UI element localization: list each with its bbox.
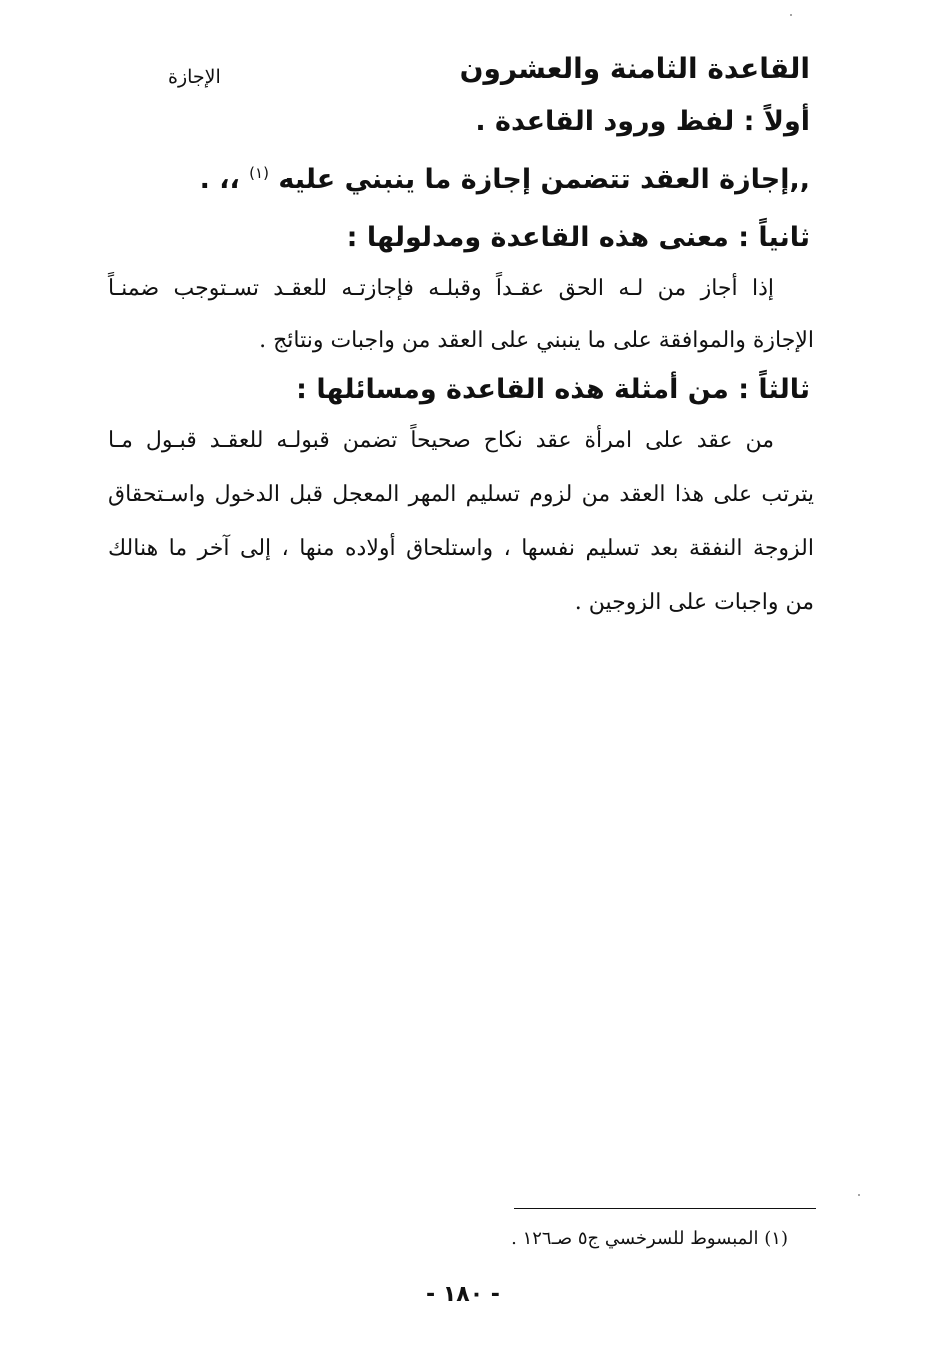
paragraph-line: الإجازة والموافقة على ما ينبني على العقد من واجبات ونتائج . [259,328,814,353]
rule-statement [200,164,810,195]
section-heading-2-text: معنى هذه القاعدة ومدلولها : [346,222,729,253]
section-heading-3 [296,374,810,405]
section-heading-3-text: من أمثلة هذه القاعدة ومسائلها : [296,374,729,405]
chapter-title: القاعدة الثامنة والعشرون [459,52,810,85]
rule-text: ,,إجازة العقد تتضمن إجازة ما ينبني عليه [278,164,810,195]
footnote-reference: (١) [249,164,269,182]
section-heading-2 [347,222,810,253]
page-number: - ١٨٠ - [426,1282,500,1307]
running-head: الإجازة [168,66,221,88]
section-heading-1 [475,106,810,137]
section-heading-1-lead: أولاً : [743,106,810,137]
section-heading-2-lead: ثانياً : [738,222,810,253]
paragraph-line: يترتب على هذا العقد من لزوم تسليم المهر المعجل قبل الدخول واسـتحقاق [108,482,814,507]
paragraph-line: الزوجة النفقة بعد تسليم نفسها ، واستلحاق أولاده منها ، إلى آخر ما هنالك [108,536,814,561]
paragraph-line: من عقد على امرأة عقد نكاح صحيحاً تضمن قبولـه للعقـد قبـول مـا [108,428,774,453]
scan-speck [790,14,792,16]
rule-closing: ،، . [199,164,240,195]
footnote-divider [514,1208,816,1209]
paragraph-line: إذا أجاز من لـه الحق عقـداً وقبلـه فإجازتـه للعقـد تسـتوجب ضمنـاً [108,276,774,301]
scan-speck [858,1194,860,1196]
section-heading-3-lead: ثالثاً : [738,374,810,405]
footnote: (١) المبسوط للسرخسي ج٥ صـ١٢٦ . [511,1228,788,1249]
paragraph-line: من واجبات على الزوجين . [574,590,814,615]
section-heading-1-text: لفظ ورود القاعدة . [475,106,735,137]
